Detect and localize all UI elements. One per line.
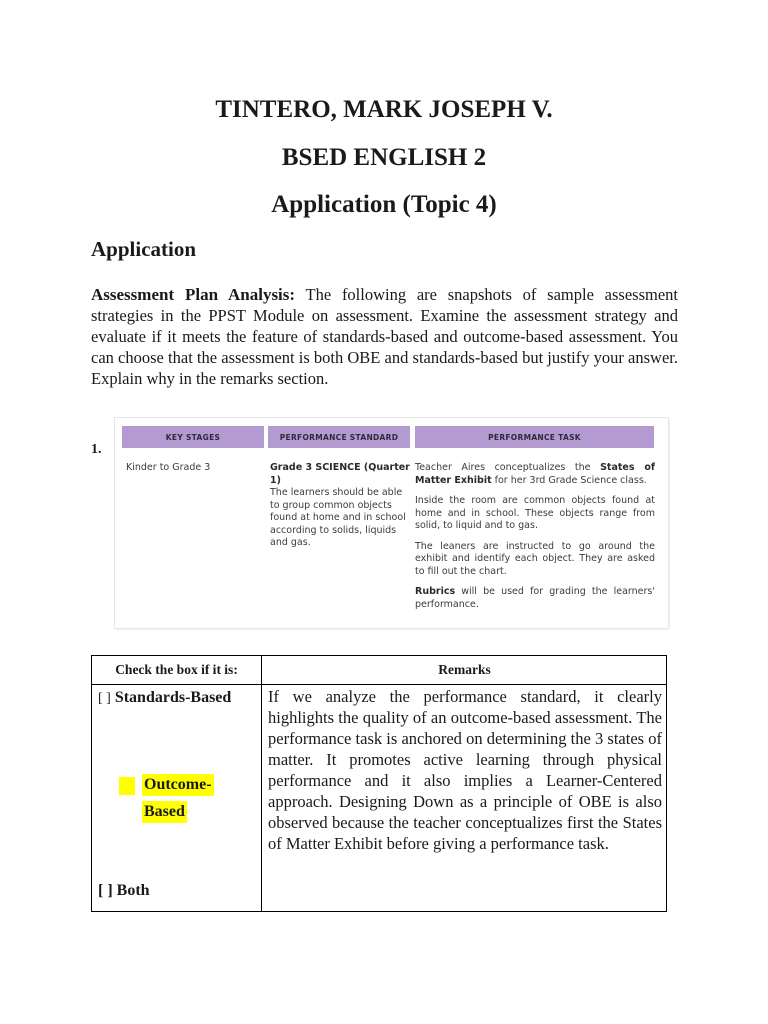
snapshot-standard-title: Grade 3 SCIENCE (Quarter 1) <box>270 462 410 486</box>
remarks-table <box>91 655 667 912</box>
option-label: Standards-Based <box>114 689 232 706</box>
option-both[interactable]: [ ] Both <box>98 882 150 899</box>
checkbox-checked-icon[interactable] <box>119 777 135 795</box>
instructions-lead: Assessment Plan Analysis: <box>91 285 296 304</box>
snapshot-key-stage: Kinder to Grade 3 <box>126 462 211 473</box>
snapshot-header-key-stages: KEY STAGES <box>122 426 264 448</box>
course-label: BSED ENGLISH 2 <box>281 144 487 171</box>
student-name: TINTERO, MARK JOSEPH V. <box>215 96 553 123</box>
snapshot-task-rubrics: Rubrics <box>415 586 456 597</box>
table-divider <box>92 684 666 685</box>
snapshot-task-paragraph: Inside the room are common objects found at home and in school. These objects range from solid, to liquid and to gas. <box>415 495 655 531</box>
instructions-paragraph <box>91 284 678 389</box>
snapshot-task-paragraph: The leaners are instructed to go around the exhibit and identify each object. They are asked to fill out the chart. <box>415 540 655 577</box>
snapshot-task-text: will be used for grading the learners' performance. <box>415 586 655 610</box>
snapshot-header-performance-standard: PERFORMANCE STANDARD <box>268 426 410 448</box>
section-heading: Application <box>91 237 197 261</box>
option-standards-based[interactable] <box>98 690 231 706</box>
remarks-text: If we analyze the performance standard, it clearly highlights the quality of an outcome-based assessment. The performance task is anchored on determining the 3 states of matter. It promotes active learning through physical performance and it also implies a Learner-Centered approach. Designing Down as a principle of OBE is also observed because the teacher conceptualizes first the States of Matter Exhibit before giving a performance task. <box>268 687 662 853</box>
table-header-check: Check the box if it is: <box>115 662 238 677</box>
snapshot-task-exhibit: States of Matter Exhibit <box>415 462 655 486</box>
option-outcome-based: Outcome- <box>142 774 214 796</box>
snapshot-header-performance-task: PERFORMANCE TASK <box>415 426 654 448</box>
snapshot-performance-task <box>415 462 655 619</box>
assessment-snapshot <box>115 418 668 628</box>
snapshot-task-paragraph <box>415 462 655 487</box>
snapshot-task-paragraph <box>415 586 655 611</box>
snapshot-performance-standard <box>270 462 410 550</box>
snapshot-task-text: Teacher Aires conceptualizes the <box>415 462 601 473</box>
snapshot-task-text: for her 3rd Grade Science class. <box>491 474 647 486</box>
option-outcome-based: Based <box>142 801 187 823</box>
item-number: 1. <box>91 442 102 457</box>
table-header-remarks: Remarks <box>438 662 491 677</box>
snapshot-standard-body: The learners should be able to group common objects found at home and in school according to solids, liquids and gas. <box>270 487 406 548</box>
checkbox-empty: [ ] <box>98 691 111 706</box>
table-divider <box>261 656 262 911</box>
document-title: Application (Topic 4) <box>271 191 497 218</box>
instructions-body: The following are snapshots of sample assessment strategies in the PPST Module on assessment. Examine the assessment strategy and evaluate if it meets the feature of standards-based and outcome-based assessment. You can choose that the assessment is both OBE and standards-based but justify your answer. Explain why in the remarks section. <box>91 285 678 388</box>
